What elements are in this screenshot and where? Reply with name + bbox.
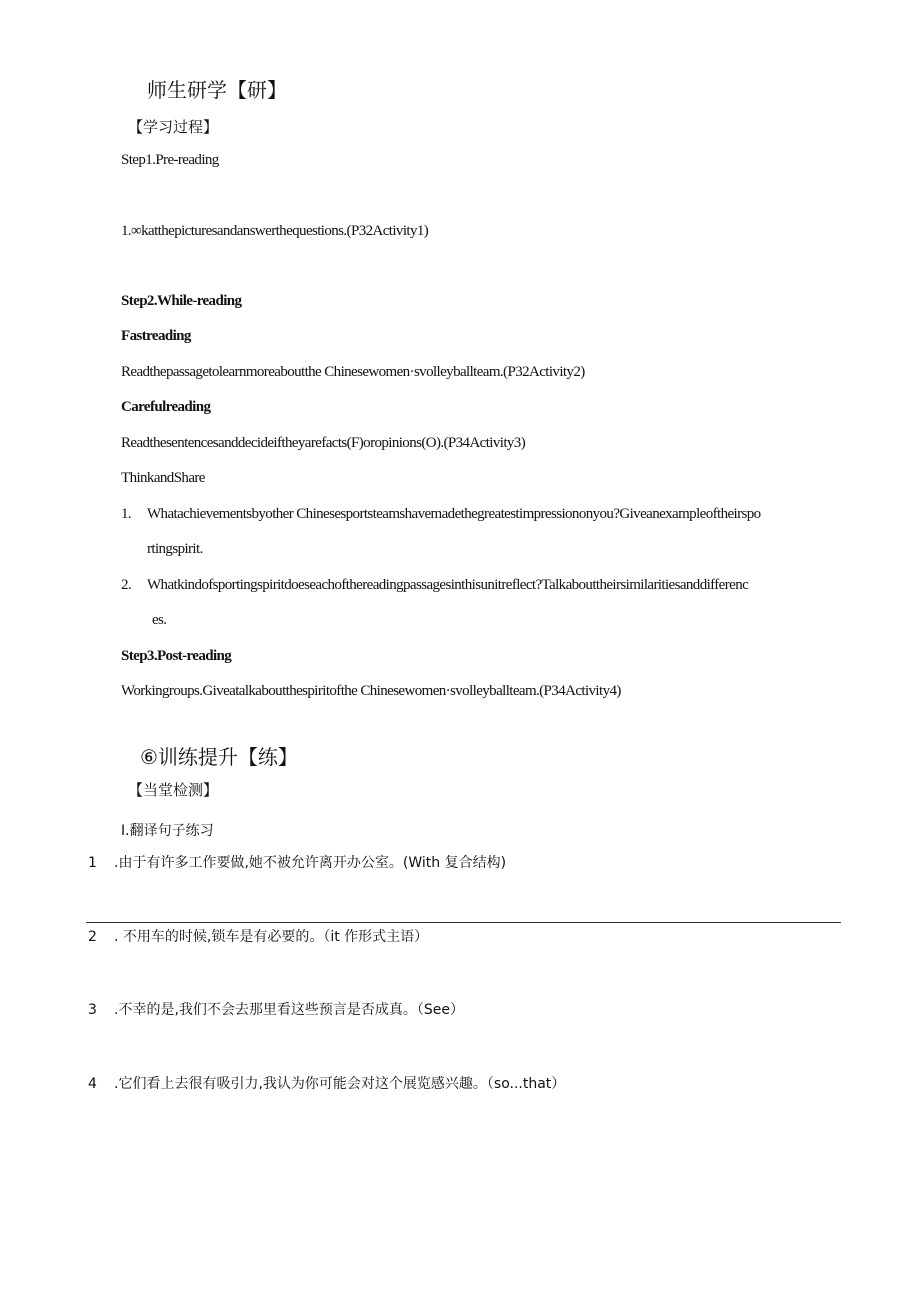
question-text: Whatkindofsportingspiritdoeseachofthereadingpassagesinthisunitreflect?Talkabouttheirsimilaritiesanddifferenc <box>147 577 749 593</box>
translation-text: .不幸的是,我们不会去那里看这些预言是否成真。（See） <box>114 1002 465 1018</box>
question-item <box>121 506 761 523</box>
question-continuation: rtingspirit. <box>147 541 203 557</box>
think-share-heading: ThinkandShare <box>121 470 205 486</box>
translation-text: . 不用车的时候,锁车是有必要的。（it 作形式主语） <box>114 929 429 945</box>
translation-number: 1 <box>88 855 97 871</box>
translation-number: 3 <box>88 1002 97 1018</box>
translate-title: I.翻译句子练习 <box>121 823 214 839</box>
step1-item: 1.∞katthepicturesandanswerthequestions.(P32Activity1) <box>121 223 429 239</box>
careful-reading-task: Readthesentencesanddecideiftheyarefacts(F)oropinions(O).(P34Activity3) <box>121 435 526 451</box>
step1-heading: Step1.Pre-reading <box>121 152 219 168</box>
translation-item <box>88 1073 565 1093</box>
learning-process-label: 【学习过程】 <box>128 118 219 136</box>
translation-item <box>88 852 506 872</box>
section-heading-practice: ⑥训练提升【练】 <box>140 745 298 769</box>
class-test-label: 【当堂检测】 <box>128 781 219 799</box>
translation-number: 4 <box>88 1076 97 1092</box>
step3-task: Workingroups.Giveatalkaboutthespiritofthe Chinesewomen·svolleyballteam.(P34Activity4) <box>121 683 621 699</box>
answer-line[interactable] <box>86 922 841 923</box>
fast-reading-task: Readthepassagetolearnmoreaboutthe Chinesewomen·svolleyballteam.(P32Activity2) <box>121 364 585 380</box>
question-text: Whatachievementsbyother Chinesesportsteamshavemadethegreatestimpressiononyou?Giveanexampleoftheirspo <box>147 506 761 522</box>
question-number: 1. <box>121 506 132 522</box>
translation-number: 2 <box>88 929 97 945</box>
question-number: 2. <box>121 577 132 593</box>
translation-text: .它们看上去很有吸引力,我认为你可能会对这个展览感兴趣。（so...that） <box>114 1076 566 1092</box>
careful-reading-heading: Carefulreading <box>121 399 211 415</box>
question-continuation: es. <box>152 612 167 628</box>
translation-item <box>88 926 428 946</box>
step3-heading: Step3.Post-reading <box>121 648 232 664</box>
fast-reading-heading: Fastreading <box>121 328 191 344</box>
translation-text: .由于有许多工作要做,她不被允许离开办公室。(With 复合结构) <box>114 855 507 871</box>
question-item <box>121 577 748 594</box>
translation-item <box>88 999 464 1019</box>
section-heading-research: 师生研学【研】 <box>147 78 287 102</box>
step2-heading: Step2.While-reading <box>121 293 242 309</box>
